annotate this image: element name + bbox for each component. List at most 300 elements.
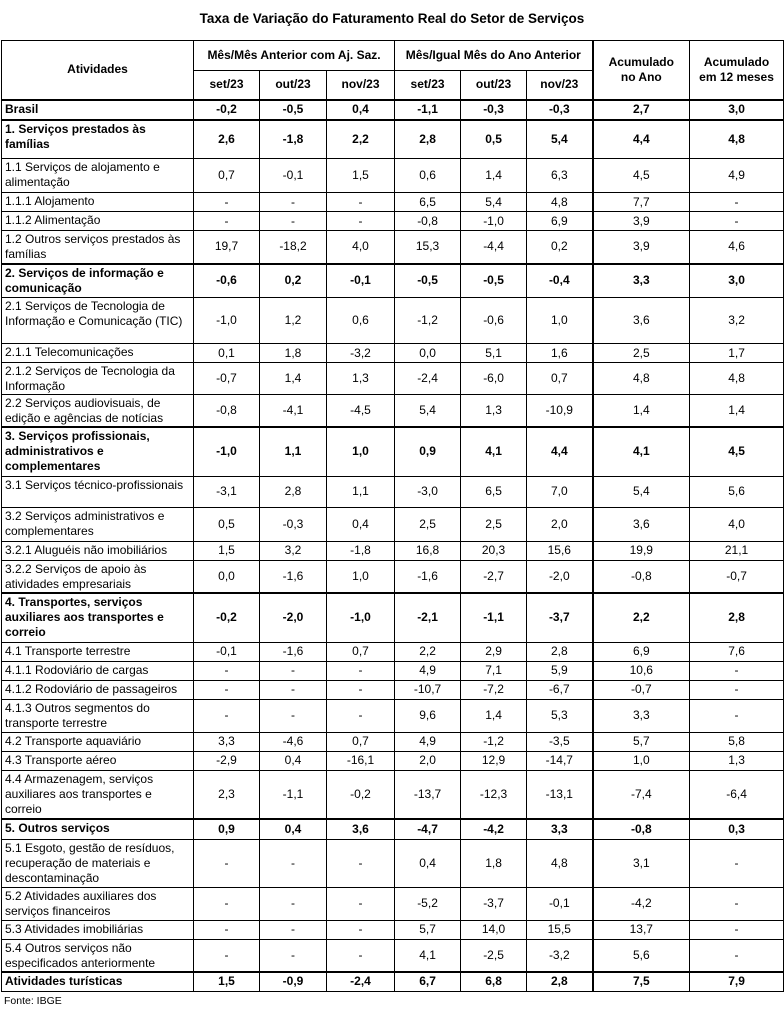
value-cell: -0,8 — [194, 395, 260, 428]
table-row — [2, 212, 784, 231]
header-month: out/23 — [260, 71, 327, 100]
value-cell: - — [327, 212, 395, 231]
value-cell: -3,1 — [194, 476, 260, 507]
header-acumulado-12-line1: Acumulado — [703, 54, 770, 69]
value-cell: -3,7 — [461, 887, 527, 920]
header-acumulado-ano-line1: Acumulado — [608, 54, 674, 69]
row-label: 4.2 Transporte aquaviário — [2, 732, 194, 751]
value-cell: - — [260, 661, 327, 680]
value-cell: -0,1 — [260, 159, 327, 193]
value-cell: 1,6 — [527, 344, 593, 363]
value-cell: 2,9 — [461, 642, 527, 661]
value-cell: 1,5 — [327, 159, 395, 193]
table-row — [2, 231, 784, 264]
row-label: 4.4 Armazenagem, serviços auxiliares aos transportes e correio — [2, 770, 194, 819]
value-cell: -0,8 — [593, 819, 690, 839]
value-cell: 4,8 — [593, 363, 690, 395]
value-cell: 0,1 — [194, 344, 260, 363]
value-cell: 1,3 — [690, 751, 784, 770]
value-cell: 4,1 — [395, 939, 461, 972]
table-row — [2, 507, 784, 541]
value-cell: 1,4 — [461, 159, 527, 193]
row-label: 5.4 Outros serviços não especificados anteriormente — [2, 939, 194, 972]
row-label: 1.2 Outros serviços prestados às famílias — [2, 231, 194, 264]
row-label: 4.1 Transporte terrestre — [2, 642, 194, 661]
table-row — [2, 920, 784, 939]
row-label: 5.1 Esgoto, gestão de resíduos, recuperação de materiais e descontaminação — [2, 839, 194, 887]
row-label: 4.1.2 Rodoviário de passageiros — [2, 680, 194, 699]
value-cell: 1,3 — [461, 395, 527, 428]
value-cell: -0,6 — [461, 298, 527, 344]
row-label: 1. Serviços prestados às famílias — [2, 120, 194, 159]
value-cell: - — [260, 699, 327, 732]
value-cell: 0,6 — [327, 298, 395, 344]
value-cell: - — [194, 212, 260, 231]
value-cell: 4,9 — [690, 159, 784, 193]
value-cell: -1,2 — [395, 298, 461, 344]
table-row — [2, 395, 784, 428]
value-cell: 4,4 — [527, 427, 593, 476]
header-month: out/23 — [461, 71, 527, 100]
value-cell: 4,8 — [527, 839, 593, 887]
value-cell: 6,5 — [461, 476, 527, 507]
value-cell: 4,5 — [690, 427, 784, 476]
value-cell: 1,7 — [690, 344, 784, 363]
value-cell: 2,8 — [395, 120, 461, 159]
value-cell: -2,4 — [395, 363, 461, 395]
value-cell: 2,5 — [395, 507, 461, 541]
header-group-mes-anterior: Mês/Mês Anterior com Aj. Saz. — [194, 41, 395, 71]
header-month: set/23 — [194, 71, 260, 100]
table-row — [2, 159, 784, 193]
row-label: 1.1.1 Alojamento — [2, 193, 194, 212]
row-label: 2. Serviços de informação e comunicação — [2, 264, 194, 298]
value-cell: - — [260, 839, 327, 887]
value-cell: 3,3 — [593, 264, 690, 298]
value-cell: 15,5 — [527, 920, 593, 939]
value-cell: - — [260, 212, 327, 231]
value-cell: 0,4 — [327, 507, 395, 541]
value-cell: -2,0 — [527, 560, 593, 593]
table-row — [2, 819, 784, 839]
table-row — [2, 427, 784, 476]
header-acumulado-12-line2: em 12 meses — [699, 69, 774, 84]
table-row — [2, 887, 784, 920]
value-cell: - — [327, 661, 395, 680]
value-cell: 1,4 — [461, 699, 527, 732]
table-title: Taxa de Variação do Faturamento Real do Setor de Serviços — [199, 11, 585, 26]
row-label: 1.1 Serviços de alojamento e alimentação — [2, 159, 194, 193]
value-cell: -6,7 — [527, 680, 593, 699]
value-cell: -3,2 — [327, 344, 395, 363]
value-cell: 0,7 — [194, 159, 260, 193]
value-cell: 1,1 — [260, 427, 327, 476]
value-cell: 5,3 — [527, 699, 593, 732]
value-cell: 3,9 — [593, 212, 690, 231]
row-label: 2.1.1 Telecomunicações — [2, 344, 194, 363]
value-cell: -1,1 — [395, 100, 461, 120]
value-cell: -7,2 — [461, 680, 527, 699]
value-cell: -3,2 — [527, 939, 593, 972]
value-cell: 2,8 — [690, 593, 784, 642]
value-cell: - — [690, 699, 784, 732]
value-cell: - — [327, 939, 395, 972]
source-note: Fonte: IBGE — [4, 995, 62, 1007]
table-row — [2, 972, 784, 991]
value-cell: 3,0 — [690, 100, 784, 120]
table-row — [2, 699, 784, 732]
value-cell: - — [194, 661, 260, 680]
value-cell: -3,7 — [527, 593, 593, 642]
value-cell: 1,0 — [593, 751, 690, 770]
table-row — [2, 541, 784, 560]
value-cell: 2,3 — [194, 770, 260, 819]
value-cell: -0,2 — [194, 100, 260, 120]
row-label: 5.3 Atividades imobiliárias — [2, 920, 194, 939]
value-cell: -1,8 — [260, 120, 327, 159]
value-cell: -0,1 — [194, 642, 260, 661]
value-cell: - — [690, 680, 784, 699]
value-cell: 5,4 — [593, 476, 690, 507]
value-cell: 0,4 — [260, 751, 327, 770]
value-cell: 4,0 — [327, 231, 395, 264]
table-row — [2, 661, 784, 680]
value-cell: - — [194, 939, 260, 972]
row-label: Atividades turísticas — [2, 972, 194, 991]
value-cell: - — [260, 193, 327, 212]
value-cell: - — [327, 680, 395, 699]
value-cell: -4,2 — [593, 887, 690, 920]
value-cell: 0,3 — [690, 819, 784, 839]
value-cell: -0,7 — [593, 680, 690, 699]
value-cell: -2,0 — [260, 593, 327, 642]
value-cell: 4,1 — [593, 427, 690, 476]
row-label: 2.2 Serviços audiovisuais, de edição e agências de notícias — [2, 395, 194, 428]
value-cell: -0,8 — [593, 560, 690, 593]
row-label: 2.1 Serviços de Tecnologia de Informação e Comunicação (TIC) — [2, 298, 194, 344]
value-cell: -3,0 — [395, 476, 461, 507]
header-month: nov/23 — [527, 71, 593, 100]
value-cell: -0,2 — [327, 770, 395, 819]
value-cell: 3,2 — [260, 541, 327, 560]
header-month: set/23 — [395, 71, 461, 100]
value-cell: 5,4 — [395, 395, 461, 428]
value-cell: - — [690, 839, 784, 887]
value-cell: -12,3 — [461, 770, 527, 819]
value-cell: 19,7 — [194, 231, 260, 264]
value-cell: 2,2 — [593, 593, 690, 642]
value-cell: 4,8 — [527, 193, 593, 212]
value-cell: 3,1 — [593, 839, 690, 887]
value-cell: -0,8 — [395, 212, 461, 231]
value-cell: 20,3 — [461, 541, 527, 560]
value-cell: -18,2 — [260, 231, 327, 264]
table-row — [2, 344, 784, 363]
value-cell: 6,9 — [593, 642, 690, 661]
value-cell: 2,2 — [395, 642, 461, 661]
value-cell: 1,4 — [593, 395, 690, 428]
value-cell: 4,8 — [690, 363, 784, 395]
value-cell: -13,7 — [395, 770, 461, 819]
value-cell: 0,7 — [527, 363, 593, 395]
value-cell: -4,4 — [461, 231, 527, 264]
value-cell: -0,1 — [527, 887, 593, 920]
table-row — [2, 642, 784, 661]
table-row — [2, 593, 784, 642]
row-label: 3.2.2 Serviços de apoio às atividades empresariais — [2, 560, 194, 593]
value-cell: 3,6 — [327, 819, 395, 839]
value-cell: -0,1 — [327, 264, 395, 298]
value-cell: -0,5 — [461, 264, 527, 298]
value-cell: - — [194, 839, 260, 887]
value-cell: -1,8 — [327, 541, 395, 560]
value-cell: 6,7 — [395, 972, 461, 991]
value-cell: 2,0 — [527, 507, 593, 541]
value-cell: 0,4 — [327, 100, 395, 120]
value-cell: 3,3 — [593, 699, 690, 732]
value-cell: 3,3 — [527, 819, 593, 839]
value-cell: - — [327, 920, 395, 939]
table-row — [2, 680, 784, 699]
value-cell: -4,2 — [461, 819, 527, 839]
value-cell: 4,5 — [593, 159, 690, 193]
value-cell: 0,4 — [395, 839, 461, 887]
value-cell: -16,1 — [327, 751, 395, 770]
value-cell: 19,9 — [593, 541, 690, 560]
value-cell: 7,0 — [527, 476, 593, 507]
value-cell: 2,8 — [527, 642, 593, 661]
value-cell: -0,6 — [194, 264, 260, 298]
value-cell: - — [690, 212, 784, 231]
header-acumulado-ano-line2: no Ano — [620, 69, 662, 84]
value-cell: 0,4 — [260, 819, 327, 839]
value-cell: - — [327, 193, 395, 212]
table-row — [2, 560, 784, 593]
value-cell: 0,9 — [395, 427, 461, 476]
value-cell: -0,5 — [395, 264, 461, 298]
value-cell: 6,5 — [395, 193, 461, 212]
value-cell: 7,6 — [690, 642, 784, 661]
value-cell: 4,9 — [395, 661, 461, 680]
value-cell: -6,0 — [461, 363, 527, 395]
value-cell: -1,2 — [461, 732, 527, 751]
value-cell: 5,7 — [593, 732, 690, 751]
value-cell: 5,9 — [527, 661, 593, 680]
row-label: 3.2.1 Aluguéis não imobiliários — [2, 541, 194, 560]
row-label: 2.1.2 Serviços de Tecnologia da Informação — [2, 363, 194, 395]
value-cell: -1,0 — [327, 593, 395, 642]
value-cell: -1,6 — [260, 560, 327, 593]
table-row — [2, 193, 784, 212]
value-cell: 4,8 — [690, 120, 784, 159]
value-cell: 0,2 — [260, 264, 327, 298]
value-cell: - — [690, 939, 784, 972]
table-row — [2, 100, 784, 120]
table-row — [2, 120, 784, 159]
value-cell: - — [690, 920, 784, 939]
table-row — [2, 751, 784, 770]
header-acumulado-12 — [690, 41, 784, 100]
value-cell: - — [327, 699, 395, 732]
value-cell: -0,3 — [260, 507, 327, 541]
table-row — [2, 476, 784, 507]
value-cell: 2,0 — [395, 751, 461, 770]
value-cell: 14,0 — [461, 920, 527, 939]
value-cell: - — [194, 193, 260, 212]
value-cell: 7,5 — [593, 972, 690, 991]
value-cell: - — [260, 939, 327, 972]
value-cell: 6,3 — [527, 159, 593, 193]
value-cell: - — [327, 839, 395, 887]
value-cell: -3,5 — [527, 732, 593, 751]
value-cell: 3,6 — [593, 507, 690, 541]
value-cell: -1,0 — [194, 427, 260, 476]
value-cell: -1,0 — [461, 212, 527, 231]
value-cell: 2,2 — [327, 120, 395, 159]
row-label: 4. Transportes, serviços auxiliares aos transportes e correio — [2, 593, 194, 642]
value-cell: 0,0 — [395, 344, 461, 363]
value-cell: 5,1 — [461, 344, 527, 363]
value-cell: -0,3 — [461, 100, 527, 120]
value-cell: -2,4 — [327, 972, 395, 991]
value-cell: 6,8 — [461, 972, 527, 991]
value-cell: 7,1 — [461, 661, 527, 680]
value-cell: -0,4 — [527, 264, 593, 298]
value-cell: 5,6 — [593, 939, 690, 972]
value-cell: 3,0 — [690, 264, 784, 298]
table-row — [2, 839, 784, 887]
value-cell: 1,0 — [527, 298, 593, 344]
value-cell: -4,7 — [395, 819, 461, 839]
value-cell: 2,5 — [461, 507, 527, 541]
value-cell: -10,7 — [395, 680, 461, 699]
value-cell: 4,0 — [690, 507, 784, 541]
value-cell: -13,1 — [527, 770, 593, 819]
value-cell: 15,3 — [395, 231, 461, 264]
value-cell: - — [327, 887, 395, 920]
value-cell: 0,0 — [194, 560, 260, 593]
value-cell: -1,6 — [395, 560, 461, 593]
value-cell: -14,7 — [527, 751, 593, 770]
value-cell: -5,2 — [395, 887, 461, 920]
value-cell: 10,6 — [593, 661, 690, 680]
value-cell: -10,9 — [527, 395, 593, 428]
value-cell: -6,4 — [690, 770, 784, 819]
value-cell: 3,9 — [593, 231, 690, 264]
row-label: 4.3 Transporte aéreo — [2, 751, 194, 770]
value-cell: 1,0 — [327, 427, 395, 476]
row-label: 3. Serviços profissionais, administrativos e complementares — [2, 427, 194, 476]
value-cell: 9,6 — [395, 699, 461, 732]
value-cell: 15,6 — [527, 541, 593, 560]
value-cell: - — [260, 920, 327, 939]
value-cell: - — [690, 661, 784, 680]
row-label: 4.1.1 Rodoviário de cargas — [2, 661, 194, 680]
value-cell: 6,9 — [527, 212, 593, 231]
value-cell: -1,0 — [194, 298, 260, 344]
header-group-igual-mes: Mês/Igual Mês do Ano Anterior — [395, 41, 593, 71]
value-cell: 2,7 — [593, 100, 690, 120]
header-month: nov/23 — [327, 71, 395, 100]
value-cell: -0,7 — [690, 560, 784, 593]
table-row — [2, 939, 784, 972]
value-cell: -0,9 — [260, 972, 327, 991]
table-row — [2, 770, 784, 819]
value-cell: 7,7 — [593, 193, 690, 212]
table-body — [2, 100, 784, 992]
value-cell: 0,5 — [461, 120, 527, 159]
row-label: 1.1.2 Alimentação — [2, 212, 194, 231]
value-cell: 4,1 — [461, 427, 527, 476]
header-atividades: Atividades — [2, 41, 194, 100]
value-cell: 1,0 — [327, 560, 395, 593]
value-cell: 0,5 — [194, 507, 260, 541]
value-cell: 0,7 — [327, 732, 395, 751]
value-cell: - — [260, 887, 327, 920]
value-cell: -2,7 — [461, 560, 527, 593]
value-cell: 1,5 — [194, 972, 260, 991]
value-cell: 1,5 — [194, 541, 260, 560]
value-cell: - — [260, 680, 327, 699]
value-cell: -2,9 — [194, 751, 260, 770]
value-cell: -1,1 — [260, 770, 327, 819]
row-label: 5. Outros serviços — [2, 819, 194, 839]
row-label: 3.2 Serviços administrativos e complementares — [2, 507, 194, 541]
value-cell: 5,8 — [690, 732, 784, 751]
value-cell: -0,2 — [194, 593, 260, 642]
value-cell: 2,5 — [593, 344, 690, 363]
value-cell: 1,1 — [327, 476, 395, 507]
value-cell: - — [194, 920, 260, 939]
value-cell: 5,4 — [461, 193, 527, 212]
value-cell: 21,1 — [690, 541, 784, 560]
value-cell: - — [194, 887, 260, 920]
value-cell: -1,6 — [260, 642, 327, 661]
value-cell: 16,8 — [395, 541, 461, 560]
value-cell: 3,3 — [194, 732, 260, 751]
value-cell: - — [194, 680, 260, 699]
row-label: 5.2 Atividades auxiliares dos serviços financeiros — [2, 887, 194, 920]
value-cell: 0,9 — [194, 819, 260, 839]
value-cell: - — [690, 193, 784, 212]
value-cell: -7,4 — [593, 770, 690, 819]
value-cell: 5,4 — [527, 120, 593, 159]
value-cell: 0,2 — [527, 231, 593, 264]
value-cell: -0,5 — [260, 100, 327, 120]
value-cell: 1,4 — [690, 395, 784, 428]
services-revenue-table — [1, 40, 784, 992]
value-cell: 3,2 — [690, 298, 784, 344]
value-cell: 5,6 — [690, 476, 784, 507]
value-cell: 12,9 — [461, 751, 527, 770]
value-cell: 2,8 — [527, 972, 593, 991]
row-label: Brasil — [2, 100, 194, 120]
value-cell: 2,6 — [194, 120, 260, 159]
value-cell: 0,7 — [327, 642, 395, 661]
value-cell: 7,9 — [690, 972, 784, 991]
value-cell: 13,7 — [593, 920, 690, 939]
table-row — [2, 363, 784, 395]
value-cell: 1,8 — [461, 839, 527, 887]
value-cell: -4,6 — [260, 732, 327, 751]
value-cell: -4,5 — [327, 395, 395, 428]
row-label: 4.1.3 Outros segmentos do transporte terrestre — [2, 699, 194, 732]
table-row — [2, 298, 784, 344]
value-cell: -4,1 — [260, 395, 327, 428]
header-acumulado-ano — [593, 41, 690, 100]
value-cell: -0,7 — [194, 363, 260, 395]
value-cell: 3,6 — [593, 298, 690, 344]
